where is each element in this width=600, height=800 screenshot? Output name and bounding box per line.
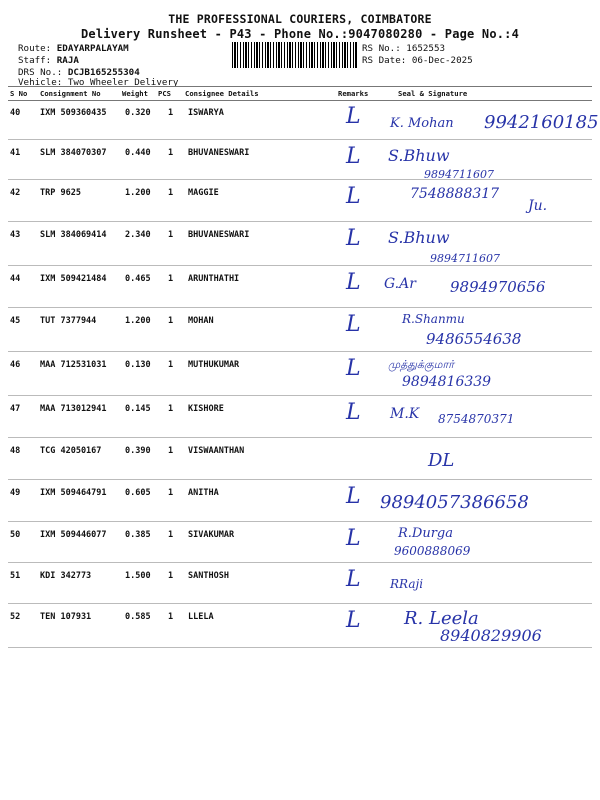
sno-cell: 42 (10, 188, 21, 198)
signature: RRaji (390, 577, 424, 591)
rs-date-label: RS Date: (362, 55, 407, 66)
sno-cell: 44 (10, 274, 21, 284)
sno-cell: 40 (10, 108, 21, 118)
weight-cell: 1.200 (125, 188, 151, 198)
table-row (8, 222, 592, 266)
table-row (8, 522, 592, 563)
company-title: THE PROFESSIONAL COURIERS, COIMBATORE (168, 12, 432, 26)
weight-cell: 0.390 (125, 446, 151, 456)
remark-mark: L (346, 104, 361, 129)
signature-phone: 8754870371 (438, 412, 515, 426)
vehicle-value: Two Wheeler Delivery (67, 77, 179, 88)
signature: R.Shanmu (402, 312, 465, 326)
signature-phone: 9942160185 (484, 112, 599, 133)
consignee-cell: SANTHOSH (188, 571, 229, 581)
signature-phone: 9894970656 (450, 278, 546, 296)
signature: M.K (390, 406, 420, 422)
consignment-cell: IXM 509464791 (40, 488, 107, 498)
col-consignment: Consignment No (40, 89, 101, 98)
consignee-cell: ARUNTHATHI (188, 274, 240, 284)
pcs-cell: 1 (168, 274, 174, 284)
consignment-cell: SLM 384070307 (40, 148, 107, 158)
pcs-cell: 1 (168, 360, 174, 370)
consignment-cell: SLM 384069414 (40, 230, 107, 240)
drs-label: DRS No.: (18, 67, 63, 78)
consignee-cell: KISHORE (188, 404, 224, 414)
consignment-cell: IXM 509446077 (40, 530, 107, 540)
signature: R.Durga (398, 526, 454, 541)
consignee-cell: BHUVANESWARI (188, 148, 250, 158)
col-sno: S No (10, 89, 28, 98)
consignee-cell: LLELA (188, 612, 214, 622)
col-consignee: Consignee Details (185, 89, 259, 98)
remark-mark: L (346, 184, 361, 209)
sno-cell: 43 (10, 230, 21, 240)
signature-phone: 9894816339 (402, 374, 492, 390)
col-remarks: Remarks (338, 89, 369, 98)
sno-cell: 49 (10, 488, 21, 498)
signature: 7548888317 (410, 186, 500, 202)
signature-phone: Ju. (528, 198, 548, 214)
pcs-cell: 1 (168, 404, 174, 414)
weight-cell: 0.585 (125, 612, 151, 622)
remark-mark: L (346, 226, 361, 251)
route-line (18, 43, 129, 54)
pcs-cell: 1 (168, 316, 174, 326)
pcs-cell: 1 (168, 148, 174, 158)
consignment-cell: MAA 712531031 (40, 360, 107, 370)
signature: R. Leela (404, 608, 479, 629)
table-row (8, 438, 592, 480)
signature: K. Mohan (390, 116, 454, 131)
weight-cell: 1.500 (125, 571, 151, 581)
signature: S.Bhuw (388, 228, 450, 247)
weight-cell: 0.605 (125, 488, 151, 498)
signature-phone: 9894711607 (424, 168, 494, 181)
remark-mark: L (346, 484, 361, 509)
weight-cell: 0.385 (125, 530, 151, 540)
table-row (8, 352, 592, 396)
staff-label: Staff: (18, 55, 52, 66)
barcode (232, 42, 358, 68)
signature-phone: 9894711607 (430, 252, 500, 265)
consignment-cell: TUT 7377944 (40, 316, 97, 326)
table-row (8, 308, 592, 352)
sno-cell: 51 (10, 571, 21, 581)
col-signature: Seal & Signature (398, 89, 468, 98)
consignee-cell: ISWARYA (188, 108, 224, 118)
table-row (8, 563, 592, 604)
consignee-cell: ANITHA (188, 488, 219, 498)
consignee-cell: MAGGIE (188, 188, 219, 198)
remark-mark: L (346, 312, 361, 337)
sno-cell: 50 (10, 530, 21, 540)
consignment-cell: TRP 9625 (40, 188, 81, 198)
pcs-cell: 1 (168, 488, 174, 498)
drs-value: DCJB165255304 (67, 67, 140, 78)
staff-value: RAJA (56, 55, 79, 66)
col-pcs: PCS (158, 89, 171, 98)
weight-cell: 0.320 (125, 108, 151, 118)
sno-cell: 48 (10, 446, 21, 456)
pcs-cell: 1 (168, 571, 174, 581)
weight-cell: 0.145 (125, 404, 151, 414)
remark-mark: L (346, 567, 361, 592)
weight-cell: 0.130 (125, 360, 151, 370)
col-weight: Weight (122, 89, 148, 98)
weight-cell: 2.340 (125, 230, 151, 240)
remark-mark: L (346, 144, 361, 169)
rs-no-line (362, 43, 445, 54)
pcs-cell: 1 (168, 612, 174, 622)
table-row (8, 604, 592, 648)
consignee-cell: MUTHUKUMAR (188, 360, 240, 370)
remark-mark: L (346, 400, 361, 425)
consignee-cell: SIVAKUMAR (188, 530, 235, 540)
pcs-cell: 1 (168, 108, 174, 118)
signature-phone: 8940829906 (440, 626, 542, 645)
weight-cell: 0.465 (125, 274, 151, 284)
consignment-cell: TEN 107931 (40, 612, 92, 622)
pcs-cell: 1 (168, 446, 174, 456)
table-row (8, 266, 592, 308)
sno-cell: 45 (10, 316, 21, 326)
pcs-cell: 1 (168, 230, 174, 240)
signature: S.Bhuw (388, 146, 450, 165)
pcs-cell: 1 (168, 530, 174, 540)
table-row (8, 180, 592, 222)
consignee-cell: BHUVANESWARI (188, 230, 250, 240)
table-row (8, 140, 592, 180)
table-row (8, 480, 592, 522)
signature-phone: 9486554638 (426, 330, 522, 348)
remark-mark: L (346, 270, 361, 295)
consignment-cell: IXM 509421484 (40, 274, 107, 284)
signature: G.Ar (384, 276, 416, 292)
consignment-cell: IXM 509360435 (40, 108, 107, 118)
signature: முத்துக்குமார் (388, 358, 455, 371)
rs-date-line (362, 55, 473, 66)
table-row (8, 100, 599, 140)
signature: 9894057386658 (380, 492, 529, 513)
rs-no-value: 1652553 (406, 43, 446, 54)
sno-cell: 52 (10, 612, 21, 622)
rs-no-label: RS No.: (362, 43, 401, 54)
route-label: Route: (18, 43, 52, 54)
signature-phone: 9600888069 (394, 544, 471, 558)
table-header (8, 86, 592, 101)
remark-mark: L (346, 608, 361, 633)
sno-cell: 46 (10, 360, 21, 370)
consignee-cell: VISWAANTHAN (188, 446, 245, 456)
consignee-cell: MOHAN (188, 316, 214, 326)
weight-cell: 1.200 (125, 316, 151, 326)
staff-line (18, 55, 79, 66)
table-row (8, 396, 592, 438)
remark-mark: L (346, 526, 361, 551)
remark-mark: L (346, 356, 361, 381)
route-value: EDAYARPALAYAM (56, 43, 129, 54)
consignment-cell: KDI 342773 (40, 571, 92, 581)
vehicle-label: Vehicle: (18, 77, 63, 88)
runsheet-title: Delivery Runsheet - P43 - Phone No.:9047080280 - Page No.:4 (80, 27, 520, 41)
sno-cell: 47 (10, 404, 21, 414)
weight-cell: 0.440 (125, 148, 151, 158)
consignment-cell: MAA 713012941 (40, 404, 107, 414)
sno-cell: 41 (10, 148, 21, 158)
pcs-cell: 1 (168, 188, 174, 198)
consignment-cell: TCG 42050167 (40, 446, 102, 456)
signature: DL (428, 450, 455, 471)
rs-date-value: 06-Dec-2025 (411, 55, 473, 66)
